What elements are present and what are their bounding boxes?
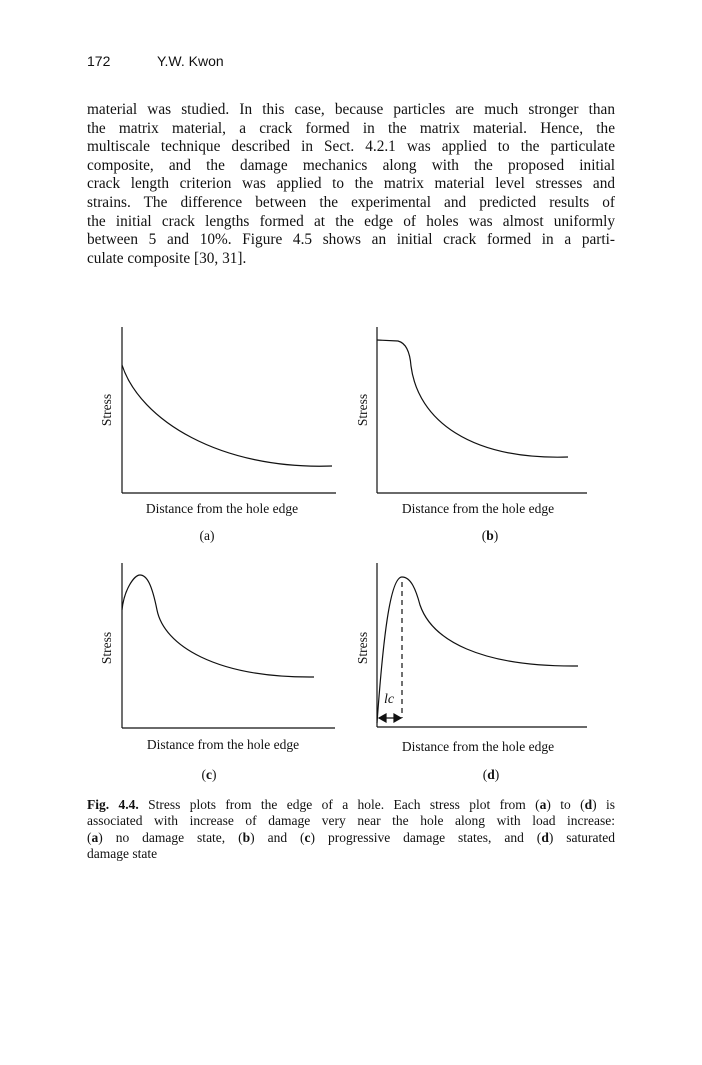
panel-d-lc-label: lc xyxy=(384,692,395,707)
panel-b-plot xyxy=(377,327,587,493)
caption-line-2-text xyxy=(87,813,615,828)
panel-a-label: (a) xyxy=(199,528,215,543)
panel-a-ylabel: Stress xyxy=(99,393,114,427)
body-line: multiscale technique described in Sect. 4.2.1 was applied to the particulate xyxy=(87,138,615,156)
panel-c-stress-curve xyxy=(122,575,314,677)
page-number: 172 xyxy=(87,53,111,69)
panel-d-lc-arrowhead-right xyxy=(394,714,401,722)
panel-a-xlabel: Distance from the hole edge xyxy=(145,501,299,516)
panel-b-ylabel: Stress xyxy=(355,393,370,427)
panel-d-plot xyxy=(377,563,587,727)
panel-c-label: (c) xyxy=(201,767,217,782)
caption-text: ) progressive damage states, and ( xyxy=(310,829,542,845)
caption-bold-letter: c xyxy=(304,829,311,845)
panel-c-xlabel: Distance from the hole edge xyxy=(146,737,300,752)
figure-caption xyxy=(87,797,615,863)
panel-b-stress-curve xyxy=(377,340,568,457)
body-line: composite, and the damage mechanics along with the proposed initial xyxy=(87,156,615,174)
caption-line-3 xyxy=(87,830,615,846)
panel-d-ylabel: Stress xyxy=(355,631,370,665)
caption-text: ) saturated xyxy=(548,829,615,845)
panel-d-lc-arrowhead-left xyxy=(379,714,386,722)
caption-text: ) no damage state, ( xyxy=(98,829,243,845)
panel-b-xlabel: Distance from the hole edge xyxy=(401,501,555,516)
panel-c-ylabel: Stress xyxy=(99,631,114,665)
caption-line-4 xyxy=(87,846,615,862)
panel-d-xlabel: Distance from the hole edge xyxy=(401,739,555,754)
caption-text: Stress plots from the edge of a hole. Each stress plot from ( xyxy=(148,797,540,812)
running-author: Y.W. Kwon xyxy=(157,53,224,69)
panel-a-stress-curve xyxy=(122,365,332,466)
caption-bold-letter: b xyxy=(242,829,251,845)
body-line: between 5 and 10%. Figure 4.5 shows an initial crack formed in a parti- xyxy=(87,231,615,249)
caption-bold-letter: a xyxy=(539,797,547,812)
panel-d-stress-curve xyxy=(377,577,578,723)
body-line: the matrix material, a crack formed in the matrix material. Hence, the xyxy=(87,119,615,137)
caption-line-4-text xyxy=(87,846,157,861)
caption-text: ) is xyxy=(592,797,616,812)
body-line: crack length criterion was applied to the matrix material level stresses and xyxy=(87,175,615,193)
caption-text: ) and ( xyxy=(250,829,305,845)
body-line: the initial crack lengths formed at the edge of holes was almost uniformly xyxy=(87,212,615,230)
caption-line-1-text xyxy=(148,797,615,812)
body-line: culate composite [30, 31]. xyxy=(87,249,247,267)
caption-line-2 xyxy=(87,813,615,829)
panel-b-label: (b) xyxy=(481,528,499,543)
caption-text: ( xyxy=(87,829,92,845)
body-line: material was studied. In this case, because particles are much stronger than xyxy=(87,101,615,118)
caption-text: damage state xyxy=(87,846,158,862)
caption-line-1 xyxy=(87,797,615,813)
panel-a-plot xyxy=(122,327,336,493)
caption-text: associated with increase of damage very near the hole along with load increase: xyxy=(87,813,615,829)
caption-fig-label: Fig. 4.4. xyxy=(87,797,139,812)
caption-bold-letter: d xyxy=(584,797,593,812)
caption-bold-letter: a xyxy=(91,829,99,845)
panel-c-plot xyxy=(122,563,335,728)
caption-line-3-text xyxy=(87,830,615,845)
panel-d-label: (d) xyxy=(482,767,500,782)
body-line: strains. The difference between the experimental and predicted results of xyxy=(87,193,615,211)
caption-bold-letter: d xyxy=(541,829,549,845)
caption-text: ) to ( xyxy=(546,797,585,812)
